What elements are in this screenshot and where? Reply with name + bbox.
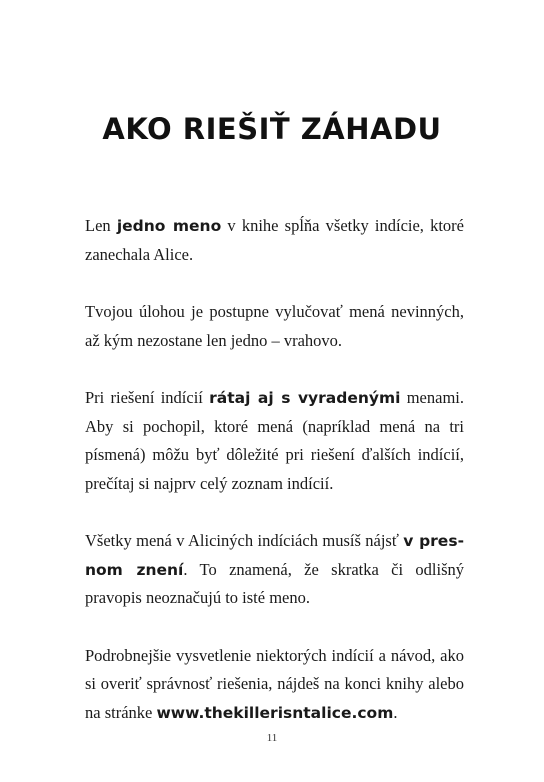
paragraph-exact-form [85,527,464,613]
text-span: . To znamená, že skratka či odlišný pravopis neoznačujú to isté meno. [85,559,464,607]
bold-phrase: rátaj aj s vyradenými [209,389,401,407]
text-span: . [393,702,398,722]
text-span: Všetky mená v Aliciných indíciách musíš nájsť [85,531,404,550]
page-number: 11 [266,732,278,744]
text-span: menami. Aby si pochopil, ktoré mená (napríklad mená na tri písmená) môžu byť dôležité pri riešení ďalších indícií, prečítaj si najprv celý zoznam indícií. [85,388,464,493]
bold-phrase: jedno meno [116,217,222,235]
paragraph-explanation [85,642,464,728]
page-title: AKO RIEŠIŤ ZÁHADU [102,112,442,146]
paragraph-one-name [85,212,464,269]
paragraph-excluded-names [85,384,464,498]
text-span: Pri riešení indícií [85,388,210,407]
body-text [85,212,464,727]
bold-phrase: v presnom znení [85,532,464,579]
text-span: Podrobnejšie vysvetlenie niektorých indícií a návod, ako si overiť správnosť riešenia, nájdeš na konci knihy alebo na stránke [85,645,464,722]
paragraph-task [85,298,464,355]
website-link: www.thekillerisntalice.com [156,703,394,722]
text-span: Len [85,216,117,235]
text-span: v knihe spĺňa všetky indície, ktoré zanechala Alice. [85,216,464,264]
text-span: Tvojou úlohou je postupne vylučovať mená nevinných, až kým nezostane len jedno – vrahovo. [85,302,464,350]
